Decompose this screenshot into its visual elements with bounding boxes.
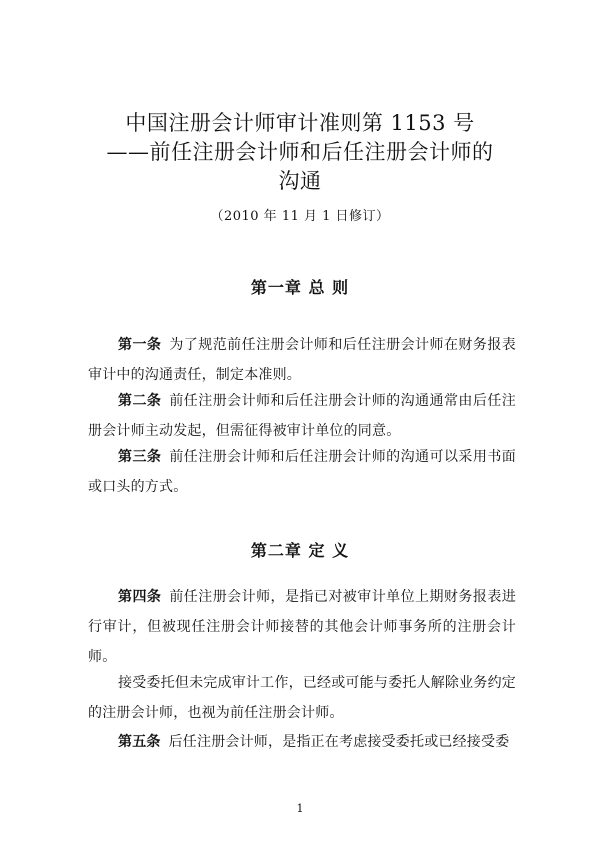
article-paragraph (88, 668, 516, 728)
article-paragraph (88, 442, 516, 502)
title-line-3: 沟通 (278, 169, 322, 193)
article-paragraph (88, 386, 516, 446)
article-paragraph (88, 582, 516, 672)
article-text: 接受委托但未完成审计工作，已经或可能与委托人解除业务约定的注册会计师，也视为前任注册会计师。 (88, 675, 516, 721)
title-line-2: ——前任注册会计师和后任注册会计师的 (106, 140, 494, 164)
chapter-heading-1: 第一章 总 则 (250, 278, 350, 297)
document-title (0, 109, 600, 196)
article-label: 第四条 (118, 589, 162, 605)
article-label: 第五条 (118, 734, 161, 750)
article-label: 第三条 (118, 449, 162, 465)
article-paragraph (88, 330, 516, 390)
revision-note: （2010 年 11 月 1 日修订） (210, 209, 390, 224)
article-paragraph (88, 727, 516, 757)
article-text: 前任注册会计师和后任注册会计师的沟通通常由后任注册会计师主动发起，但需征得被审计单位的同意。 (88, 393, 516, 439)
chapter-heading-2: 第二章 定 义 (250, 541, 350, 560)
page-number: 1 (296, 802, 304, 815)
article-text: 后任注册会计师，是指正在考虑接受委托或已经接受委 (168, 734, 510, 750)
article-label: 第一条 (118, 337, 162, 353)
article-text: 前任注册会计师，是指已对被审计单位上期财务报表进行审计，但被现任注册会计师接替的其他会计师事务所的注册会计师。 (88, 589, 516, 665)
article-text: 前任注册会计师和后任注册会计师的沟通可以采用书面或口头的方式。 (88, 449, 516, 495)
article-text: 为了规范前任注册会计师和后任注册会计师在财务报表审计中的沟通责任，制定本准则。 (88, 337, 516, 383)
title-line-1: 中国注册会计师审计准则第 1153 号 (125, 111, 475, 135)
article-label: 第二条 (118, 393, 162, 409)
